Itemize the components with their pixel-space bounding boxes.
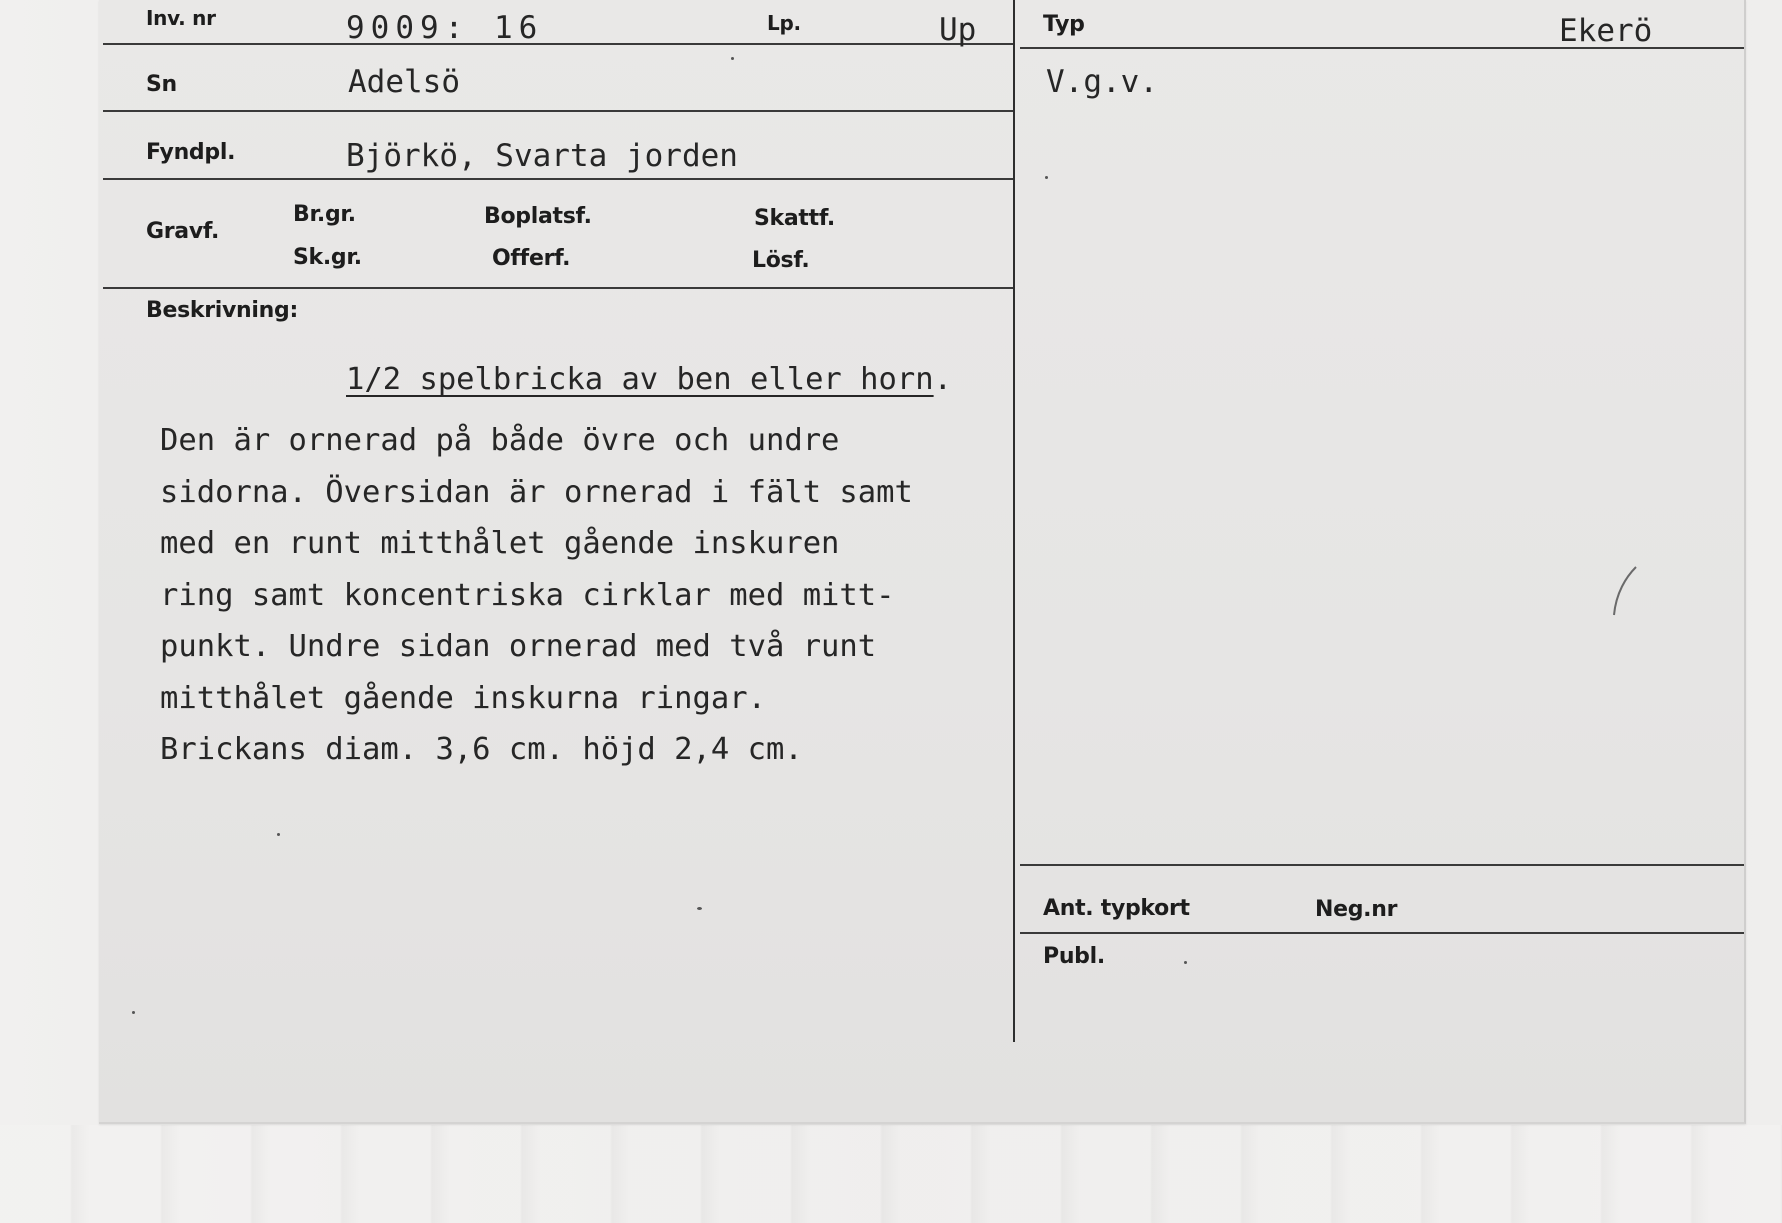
description-line: sidorna. Översidan är ornerad i fält samt <box>160 474 913 510</box>
label-offerf: Offerf. <box>492 246 571 271</box>
description-line: punkt. Undre sidan ornerad med två runt <box>160 629 877 664</box>
rule-gravf <box>103 287 1015 289</box>
label-inv-nr: Inv. nr <box>146 6 216 30</box>
description-body <box>160 415 913 776</box>
column-divider <box>1013 0 1015 1042</box>
description-line: ring samt koncentriska cirklar med mitt- <box>160 577 895 613</box>
rule-sn <box>103 110 1015 112</box>
label-fyndpl: Fyndpl. <box>146 140 236 165</box>
rule-fyndpl <box>103 178 1015 180</box>
label-neg-nr: Neg.nr <box>1315 897 1398 922</box>
label-ant-typkort: Ant. typkort <box>1043 896 1190 921</box>
label-boplatsf: Boplatsf. <box>484 204 592 229</box>
label-beskrivning: Beskrivning: <box>146 298 298 323</box>
scan-speck <box>1045 176 1048 179</box>
description-line: mitthålet gående inskurna ringar. <box>160 680 766 716</box>
description-line: med en runt mitthålet gående inskuren <box>160 526 840 561</box>
description-line: Brickans diam. 3,6 cm. höjd 2,4 cm. <box>160 732 803 767</box>
label-publ: Publ. <box>1043 944 1105 969</box>
label-typ: Typ <box>1043 12 1085 37</box>
description-heading-text: 1/2 spelbricka av ben eller horn <box>346 362 934 397</box>
scan-speck <box>1184 961 1187 964</box>
scan-speck <box>697 907 702 910</box>
label-sk-gr: Sk.gr. <box>293 245 362 270</box>
inv-nr-value: 9009: 16 <box>346 10 544 46</box>
label-lp: Lp. <box>767 11 801 35</box>
scan-speck <box>277 833 280 836</box>
label-br-gr: Br.gr. <box>293 202 356 227</box>
description-heading <box>346 362 952 397</box>
rule-inv <box>103 43 1015 45</box>
scanner-edge <box>0 1125 1782 1223</box>
label-skattf: Skattf. <box>754 206 835 231</box>
fyndplats-value: Björkö, Svarta jorden <box>346 138 738 174</box>
pencil-mark <box>1608 563 1648 623</box>
rule-typkort <box>1020 864 1744 866</box>
landskap-value: Up <box>939 12 977 48</box>
scan-speck <box>731 57 734 60</box>
description-heading-period: . <box>933 362 952 397</box>
label-gravf: Gravf. <box>146 219 220 244</box>
socken-value: Adelsö <box>348 64 460 100</box>
typ-value: V.g.v. <box>1046 64 1158 100</box>
description-line: Den är ornerad på både övre och undre <box>160 423 840 458</box>
rule-neg <box>1020 932 1744 934</box>
label-losf: Lösf. <box>752 248 810 273</box>
harad-value: Ekerö <box>1559 13 1653 49</box>
label-sn: Sn <box>146 72 177 97</box>
scan-speck <box>132 1011 135 1014</box>
